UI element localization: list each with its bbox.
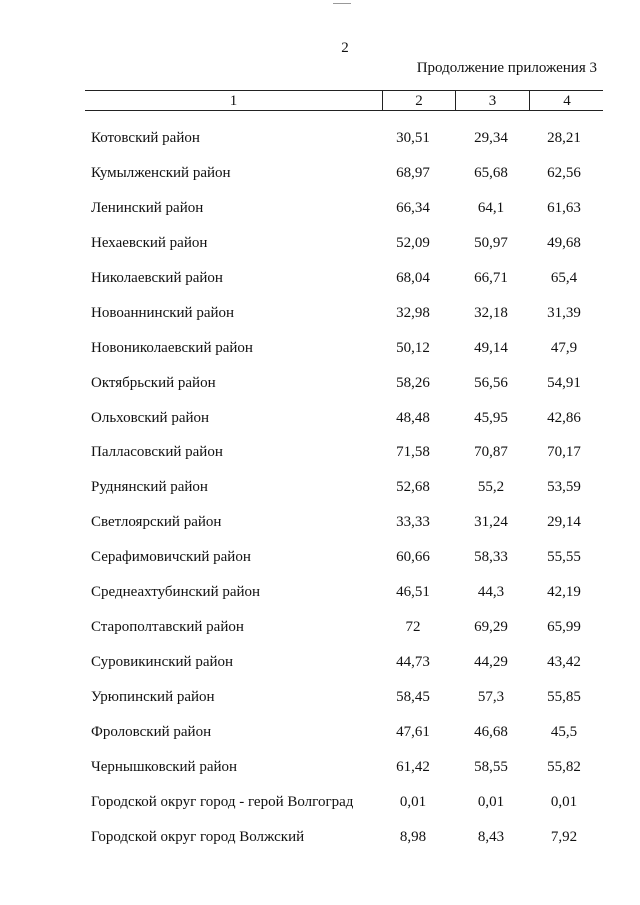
- value-col-3: 64,1: [477, 199, 505, 216]
- district-name: Октябрьский район: [91, 374, 216, 391]
- value-col-3: 57,3: [477, 689, 505, 705]
- value-col-3: 45,95: [474, 409, 508, 426]
- value-col-4: 55,82: [547, 758, 581, 775]
- district-name: Новоаннинский район: [91, 304, 235, 321]
- table-row: [0, 461, 640, 496]
- value-col-3: 55,2: [477, 479, 505, 496]
- district-name: Кумылженский район: [91, 164, 231, 181]
- value-col-2: 0,01: [399, 793, 427, 810]
- district-name: Николаевский район: [91, 269, 223, 286]
- district-name: Городской округ город Волжский: [91, 828, 305, 845]
- value-col-3: 66,71: [474, 269, 508, 286]
- value-col-4: 55,85: [547, 689, 581, 705]
- value-col-2: 47,61: [396, 723, 430, 740]
- table-row: [0, 252, 640, 287]
- value-col-4: 45,5: [550, 723, 578, 740]
- value-col-3: 31,24: [474, 514, 508, 531]
- value-col-4: 43,42: [547, 654, 581, 671]
- table-row: [0, 147, 640, 182]
- district-name: Серафимовичский район: [91, 549, 251, 566]
- table-row: [0, 287, 640, 322]
- value-col-2: 58,26: [396, 374, 430, 391]
- district-name: Суровикинский район: [91, 654, 234, 671]
- district-name: Ленинский район: [91, 199, 204, 216]
- value-col-2: 44,73: [396, 654, 430, 671]
- district-name: Палласовский район: [91, 444, 223, 461]
- value-col-2: 52,68: [396, 479, 430, 496]
- value-col-2: 68,97: [396, 164, 430, 181]
- value-col-3: 0,01: [477, 793, 505, 810]
- value-col-3: 49,14: [474, 339, 508, 356]
- value-col-4: 62,56: [547, 164, 581, 181]
- value-col-2: 48,48: [396, 409, 430, 426]
- value-col-4: 70,17: [547, 444, 581, 461]
- value-col-3: 70,87: [474, 444, 508, 461]
- value-col-2: 60,66: [396, 549, 430, 566]
- table-row: [0, 357, 640, 392]
- value-col-3: 58,33: [474, 549, 508, 566]
- value-col-3: 32,18: [474, 304, 508, 321]
- value-col-3: 50,97: [474, 234, 508, 251]
- table-row: [0, 566, 640, 601]
- value-col-4: 42,86: [547, 409, 581, 426]
- value-col-3: 58,55: [474, 758, 508, 775]
- continuation-title: Продолжение приложения 3: [416, 60, 597, 76]
- header-col-3: 3: [455, 91, 529, 110]
- value-col-2: 52,09: [396, 234, 430, 251]
- value-col-2: 46,51: [396, 584, 430, 601]
- table-row: [0, 182, 640, 217]
- value-col-4: 42,19: [547, 584, 581, 601]
- table-row: [0, 776, 640, 811]
- value-col-3: 56,56: [474, 374, 508, 391]
- table-body: [0, 112, 640, 846]
- table-row: [0, 496, 640, 531]
- value-col-4: 31,39: [547, 304, 581, 321]
- value-col-2: 72: [405, 619, 421, 636]
- value-col-4: 28,21: [547, 130, 581, 146]
- page-top-mark: [333, 0, 351, 4]
- value-col-4: 0,01: [550, 793, 578, 810]
- value-col-2: 68,04: [396, 269, 430, 286]
- district-name: Старополтавский район: [91, 619, 244, 636]
- table-header: [85, 90, 603, 111]
- table-row: [0, 671, 640, 706]
- table-row: [0, 601, 640, 636]
- value-col-2: 61,42: [396, 758, 430, 775]
- district-name: Светлоярский район: [91, 514, 222, 531]
- district-name: Котовский район: [91, 130, 200, 146]
- value-col-3: 46,68: [474, 723, 508, 740]
- value-col-4: 55,55: [547, 549, 581, 566]
- value-col-4: 61,63: [547, 199, 581, 216]
- table-row: [0, 322, 640, 357]
- table-row: [0, 811, 640, 846]
- value-col-2: 58,45: [396, 689, 430, 705]
- value-col-2: 30,51: [396, 130, 430, 146]
- table-row: [0, 741, 640, 776]
- district-name: Городской округ город - герой Волгоград: [91, 793, 354, 810]
- header-col-4: 4: [529, 91, 604, 110]
- table-row: [0, 636, 640, 671]
- district-name: Фроловский район: [91, 723, 212, 740]
- value-col-4: 54,91: [547, 374, 581, 391]
- value-col-4: 65,4: [550, 269, 578, 286]
- table-row: [0, 706, 640, 741]
- value-col-3: 69,29: [474, 619, 508, 636]
- value-col-2: 8,98: [399, 828, 427, 845]
- value-col-3: 29,34: [474, 130, 508, 146]
- table-row: [0, 392, 640, 427]
- value-col-2: 66,34: [396, 199, 430, 216]
- district-name: Ольховский район: [91, 409, 210, 426]
- district-name: Руднянский район: [91, 479, 208, 496]
- value-col-4: 47,9: [550, 339, 578, 356]
- value-col-4: 29,14: [547, 514, 581, 531]
- value-col-2: 50,12: [396, 339, 430, 356]
- table-row: [0, 531, 640, 566]
- district-name: Среднеахтубинский район: [91, 584, 261, 601]
- district-name: Нехаевский район: [91, 234, 208, 251]
- header-col-2: 2: [382, 91, 455, 110]
- value-col-3: 65,68: [474, 164, 508, 181]
- value-col-4: 7,92: [550, 828, 578, 845]
- header-col-1: 1: [229, 93, 238, 109]
- district-name: Новониколаевский район: [91, 339, 253, 356]
- table-row: [0, 217, 640, 252]
- value-col-2: 71,58: [396, 444, 430, 461]
- value-col-4: 65,99: [547, 619, 581, 636]
- table-row: [0, 112, 640, 147]
- value-col-2: 32,98: [396, 304, 430, 321]
- value-col-3: 8,43: [477, 828, 505, 845]
- value-col-3: 44,29: [474, 654, 508, 671]
- district-name: Урюпинский район: [91, 689, 215, 705]
- value-col-4: 53,59: [547, 479, 581, 496]
- district-name: Чернышковский район: [91, 758, 238, 775]
- table-row: [0, 426, 640, 461]
- page-number: 2: [341, 40, 349, 56]
- value-col-4: 49,68: [547, 234, 581, 251]
- value-col-3: 44,3: [477, 584, 505, 601]
- value-col-2: 33,33: [396, 514, 430, 531]
